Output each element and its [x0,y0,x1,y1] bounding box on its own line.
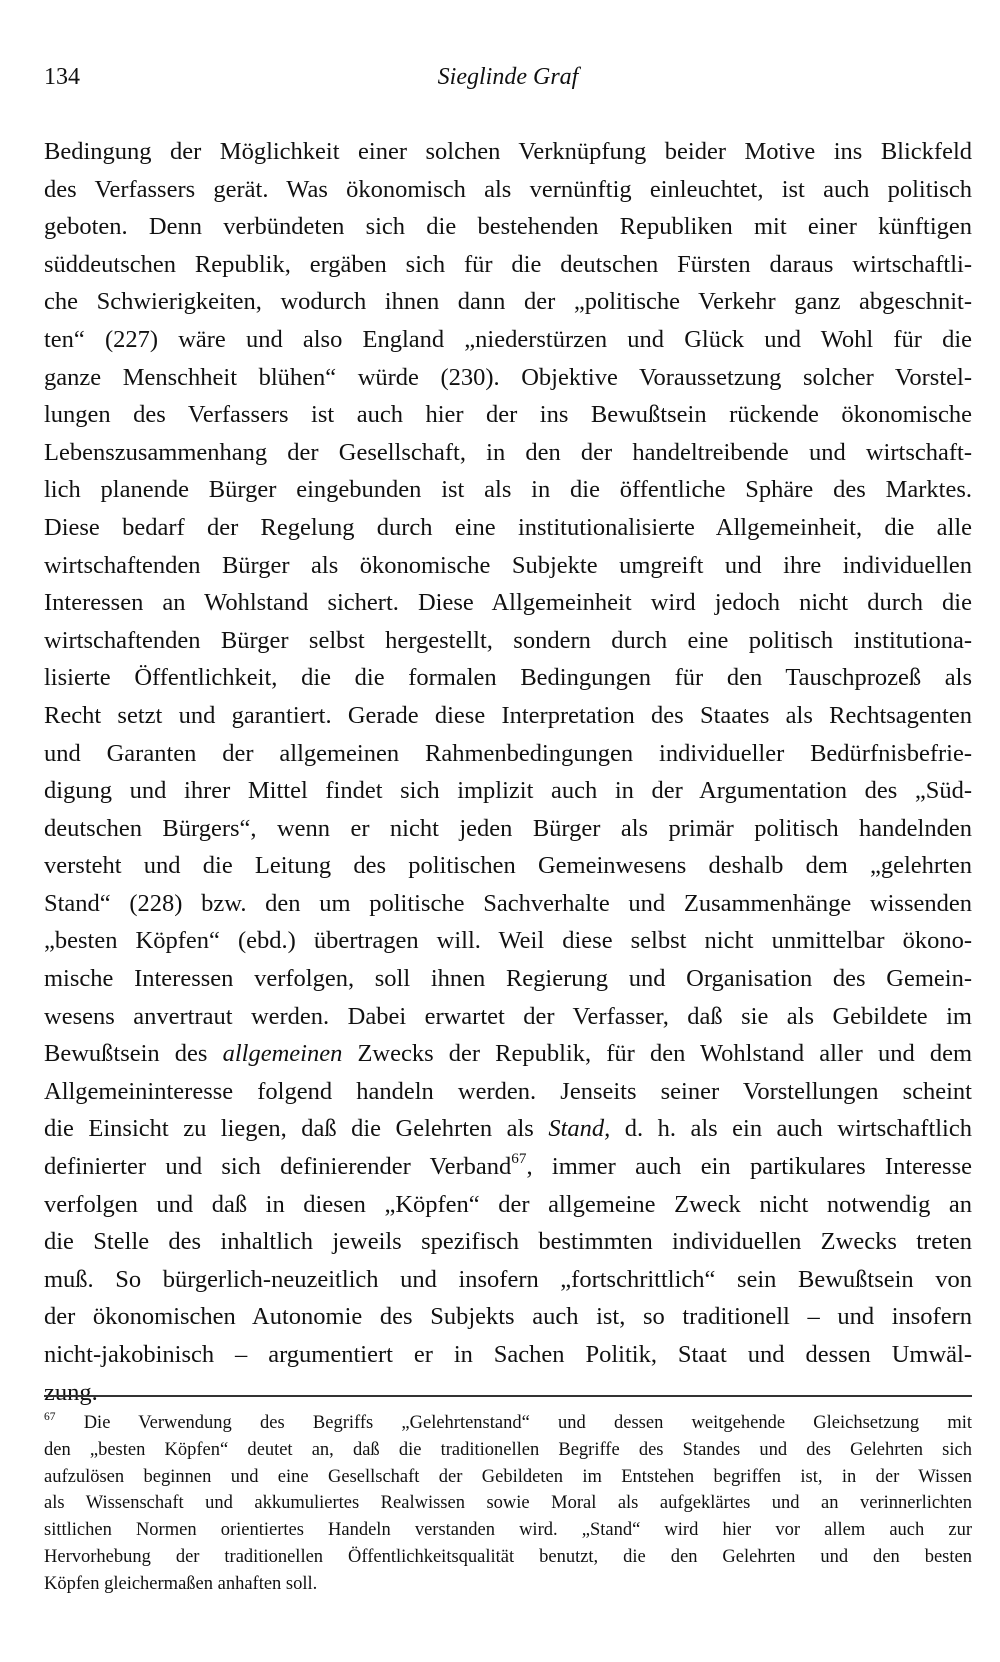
running-header [44,62,972,92]
running-title: Sieglinde Graf [437,64,579,90]
text-line: mische Interessen verfolgen, soll ihnen Regierung und Organisation des Gemein- [44,965,972,993]
text-line: lungen des Verfassers ist auch hier der ins Bewußtsein rückende ökonomische [44,401,972,429]
text-line: ganze Menschheit blühen“ würde (230). Objektive Voraussetzung solcher Vorstel- [44,363,972,391]
footnote-line: sittlichen Normen orientiertes Handeln verstanden wird. „Stand“ wird hier vor allem auch zur [44,1520,972,1541]
text-line: zung. [44,1378,98,1406]
footnote-line [44,1410,972,1437]
text-line: Allgemeininteresse folgend handeln werden. Jenseits seiner Vorstellungen scheint [44,1077,972,1105]
text-line: geboten. Denn verbündeten sich die bestehenden Republiken mit einer künftigen [44,213,972,241]
text-line: Interessen an Wohlstand sichert. Diese Allgemeinheit wird jedoch nicht durch die [44,589,972,617]
text-line [44,1110,972,1148]
text-line: ten“ (227) wäre und also England „niederstürzen und Glück und Wohl für die [44,325,972,353]
text-line: lich planende Bürger eingebunden ist als in die öffentliche Sphäre des Marktes. [44,476,972,504]
text-segment: Bewußtsein des [44,1040,223,1068]
text-line: die Stelle des inhaltlich jeweils spezifisch bestimmten individuellen Zwecks treten [44,1228,972,1256]
text-line: Recht setzt und garantiert. Gerade diese Interpretation des Staates als Rechtsagenten [44,701,972,729]
footnote-separator [44,1395,972,1397]
text-line: deutschen Bürgers“, wenn er nicht jeden Bürger als primär politisch handelnden [44,814,972,842]
text-line: Bedingung der Möglichkeit einer solchen Verknüpfung beider Motive ins Blickfeld [44,138,972,165]
body-text [44,133,972,1411]
text-line: wesens anvertraut werden. Dabei erwartet der Verfasser, daß sie als Gebildete im [44,1002,972,1030]
footnote-reference[interactable]: 67 [511,1150,527,1168]
text-line: wirtschaftenden Bürger als ökonomische Subjekte umgreift und ihre individuellen [44,551,972,579]
text-line: „besten Köpfen“ (ebd.) übertragen will. Weil diese selbst nicht unmittelbar ökono- [44,927,972,955]
text-line: Diese bedarf der Regelung durch eine institutionalisierte Allgemeinheit, die alle [44,513,972,541]
footnote-line: als Wissenschaft und akkumuliertes Realwissen sowie Moral als aufgeklärtes und an verinnerlichten [44,1493,972,1514]
text-line: digung und ihrer Mittel findet sich implizit auch in der Argumentation des „Süd- [44,777,972,805]
text-line: Stand“ (228) bzw. den um politische Sachverhalte und Zusammenhänge wissenden [44,889,972,917]
footnote-line: den „besten Köpfen“ deutet an, daß die traditionellen Begriffe des Standes und des Gelehrten sich [44,1439,972,1460]
footnote-line: Hervorhebung der traditionellen Öffentlichkeitsqualität benutzt, die den Gelehrten und den besten [44,1546,972,1567]
text-segment: d. h. als ein auch wirtschaftlich [610,1115,972,1143]
text-segment: definierter und sich definierender Verband [44,1153,512,1181]
text-segment: die Einsicht zu liegen, daß die Gelehrten als [44,1115,549,1143]
text-line: und Garanten der allgemeinen Rahmenbedingungen individueller Bedürfnisbefrie- [44,739,972,767]
text-line [44,1148,972,1186]
footnote-line: Köpfen gleichermaßen anhaften soll. [44,1573,318,1594]
text-line: des Verfassers gerät. Was ökonomisch als vernünftig einleuchtet, ist auch politisch [44,175,972,203]
text-line: wirtschaftenden Bürger selbst hergestellt, sondern durch eine politisch institutiona- [44,626,972,654]
text-line: süddeutschen Republik, ergäben sich für die deutschen Fürsten daraus wirtschaftli- [44,250,972,278]
text-line: che Schwierigkeiten, wodurch ihnen dann der „politische Verkehr ganz abgeschnit- [44,288,972,316]
footnote-line: aufzulösen beginnen und eine Gesellschaft der Gebildeten im Entstehen begriffen ist, in der Wissen [44,1466,972,1487]
italic-emphasis: allgemeinen [222,1040,343,1068]
text-line: nicht-jakobinisch – argumentiert er in Sachen Politik, Staat und dessen Umwäl- [44,1341,972,1368]
text-line [44,1035,972,1073]
text-segment: , immer auch ein partikulares Interesse [526,1153,972,1181]
footnote [44,1410,972,1598]
text-line: lisierte Öffentlichkeit, die die formalen Bedingungen für den Tauschprozeß als [44,664,972,692]
text-segment: Zwecks der Republik, für den Wohlstand aller und dem [342,1040,972,1068]
text-line: versteht und die Leitung des politischen Gemeinwesens deshalb dem „gelehrten [44,852,972,880]
italic-emphasis: Stand, [548,1115,611,1143]
text-segment: Die Verwendung des Begriffs „Gelehrtenstand“ und dessen weitgehende Gleichsetzung mit [55,1413,972,1433]
footnote-marker: 67 [44,1410,56,1423]
text-line: Lebenszusammenhang der Gesellschaft, in den der handeltreibende und wirtschaft- [44,438,972,466]
text-line: verfolgen und daß in diesen „Köpfen“ der allgemeine Zweck nicht notwendig an [44,1190,972,1218]
text-line: der ökonomischen Autonomie des Subjekts auch ist, so traditionell – und insofern [44,1303,972,1331]
page-number: 134 [44,64,80,90]
text-line: muß. So bürgerlich-neuzeitlich und insofern „fortschrittlich“ sein Bewußtsein von [44,1265,972,1293]
